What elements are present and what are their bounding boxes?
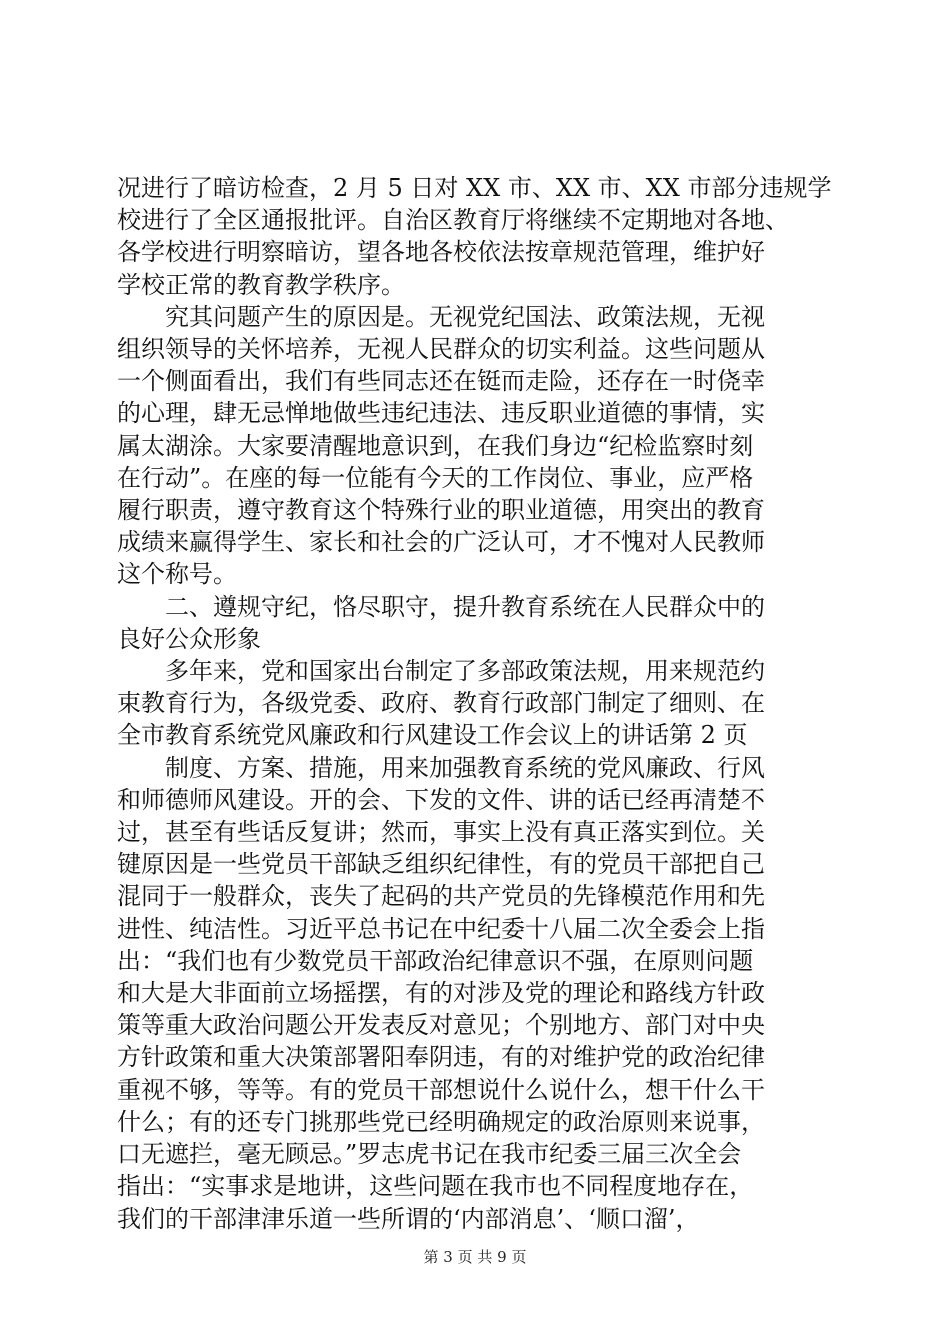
text-line: 重视不够，等等。有的党员干部想说什么说什么，想干什么干 — [117, 1075, 765, 1104]
text-line: 和大是大非面前立场摇摆，有的对涉及党的理论和路线方针政 — [117, 979, 765, 1008]
text-line: 全市教育系统党风廉政和行风建设工作会议上的讲话第 2 页 — [117, 721, 748, 750]
text-line: 各学校进行明察暗访，望各地各校依法按章规范管理，维护好 — [117, 238, 765, 267]
text-line: 出：“我们也有少数党员干部政治纪律意识不强，在原则问题 — [117, 946, 754, 975]
text-line: 组织领导的关怀培养，无视人民群众的切实利益。这些问题从 — [117, 335, 765, 364]
section-heading-line: 良好公众形象 — [117, 624, 261, 653]
text-line: 我们的干部津津乐道一些所谓的‘内部消息’、‘顺口溜’， — [117, 1204, 700, 1233]
text-line: 履行职责，遵守教育这个特殊行业的职业道德，用突出的教育 — [117, 496, 765, 525]
text-line: 口无遮拦，毫无顾忌。”罗志虎书记在我市纪委三届三次全会 — [117, 1140, 742, 1169]
text-line: 什么；有的还专门挑那些党已经明确规定的政治原则来说事， — [117, 1107, 765, 1136]
page-footer: 第 3 页 共 9 页 — [423, 1248, 527, 1266]
text-line: 方针政策和重大决策部署阳奉阴违，有的对维护党的政治纪律 — [117, 1043, 765, 1072]
text-line: 束教育行为，各级党委、政府、教育行政部门制定了细则、在 — [117, 689, 765, 718]
text-line: 的心理，肆无忌惮地做些违纪违法、违反职业道德的事情，实 — [117, 399, 765, 428]
section-heading-line: 二、遵规守纪，恪尽职守，提升教育系统在人民群众中的 — [117, 592, 765, 621]
text-line: 校进行了全区通报批评。自治区教育厅将继续不定期地对各地、 — [117, 206, 789, 235]
text-line: 过，甚至有些话反复讲；然而，事实上没有真正落实到位。关 — [117, 818, 765, 847]
text-line: 进性、纯洁性。习近平总书记在中纪委十八届二次全委会上指 — [117, 914, 765, 943]
text-line: 制度、方案、措施，用来加强教育系统的党风廉政、行风 — [117, 753, 765, 782]
text-line: 指出：“实事求是地讲，这些问题在我市也不同程度地存在， — [117, 1172, 754, 1201]
text-line: 和师德师风建设。开的会、下发的文件、讲的话已经再清楚不 — [117, 785, 765, 814]
text-line: 这个称号。 — [117, 560, 237, 589]
text-line: 学校正常的教育教学秩序。 — [117, 270, 405, 299]
text-line: 多年来，党和国家出台制定了多部政策法规，用来规范约 — [117, 657, 765, 686]
text-line: 究其问题产生的原因是。无视党纪国法、政策法规，无视 — [117, 302, 765, 331]
text-line: 键原因是一些党员干部缺乏组织纪律性，有的党员干部把自己 — [117, 850, 765, 879]
text-line: 成绩来赢得学生、家长和社会的广泛认可，才不愧对人民教师 — [117, 528, 765, 557]
text-line: 策等重大政治问题公开发表反对意见；个别地方、部门对中央 — [117, 1011, 765, 1040]
text-line: 一个侧面看出，我们有些同志还在铤而走险，还存在一时侥幸 — [117, 367, 765, 396]
text-line: 属太湖涂。大家要清醒地意识到，在我们身边“纪检监察时刻 — [117, 431, 754, 460]
text-line: 况进行了暗访检查，2 月 5 日对 XX 市、XX 市、XX 市部分违规学 — [117, 174, 832, 202]
body-text — [117, 172, 837, 1235]
text-line: 混同于一般群众，丧失了起码的共产党员的先锋模范作用和先 — [117, 882, 765, 911]
text-line: 在行动”。在座的每一位能有今天的工作岗位、事业，应严格 — [117, 463, 754, 492]
